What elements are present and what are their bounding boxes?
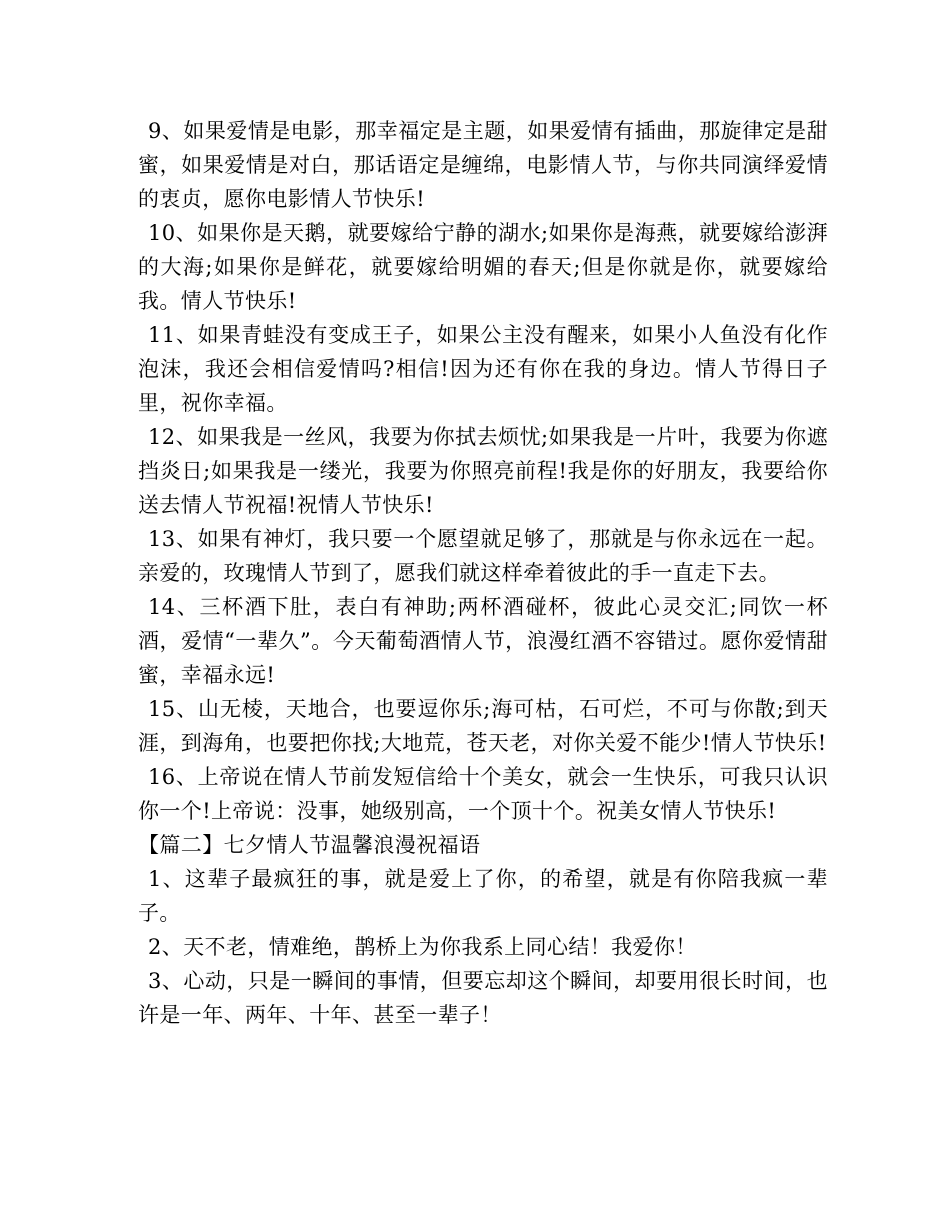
list-item: 15、山无棱，天地合，也要逗你乐;海可枯，石可烂，不可与你散;到天涯，到海角，也要把你找;大地荒，苍天老，对你关爱不能少!情人节快乐! [138, 697, 828, 755]
list-item: 12、如果我是一丝风，我要为你拭去烦忧;如果我是一片叶，我要为你遮挡炎日;如果我是一缕光，我要为你照亮前程!我是你的好朋友，我要给你送去情人节祝福!祝情人节快乐! [138, 425, 828, 517]
list-item: 16、上帝说在情人节前发短信给十个美女，就会一生快乐，可我只认识你一个!上帝说：没事，她级别高，一个顶十个。祝美女情人节快乐! [138, 765, 828, 823]
list-item: 13、如果有神灯，我只要一个愿望就足够了，那就是与你永远在一起。亲爱的，玫瑰情人节到了，愿我们就这样牵着彼此的手一直走下去。 [138, 527, 828, 585]
list-item: 2、天不老，情难绝，鹊桥上为你我系上同心结！我爱你！ [148, 935, 697, 959]
list-item: 3、心动，只是一瞬间的事情，但要忘却这个瞬间，却要用很长时间，也许是一年、两年、十年、甚至一辈子！ [138, 969, 828, 1027]
list-item: 1、这辈子最疯狂的事，就是爱上了你，的希望，就是有你陪我疯一辈子。 [138, 867, 828, 925]
document-page [138, 114, 828, 1032]
section-heading: 【篇二】七夕情人节温馨浪漫祝福语 [138, 833, 481, 857]
list-item: 11、如果青蛙没有变成王子，如果公主没有醒来，如果小人鱼没有化作泡沫，我还会相信爱情吗?相信!因为还有你在我的身边。情人节得日子里，祝你幸福。 [138, 323, 828, 415]
list-item: 14、三杯酒下肚，表白有神助;两杯酒碰杯，彼此心灵交汇;同饮一杯酒，爱情“一辈久”。今天葡萄酒情人节，浪漫红酒不容错过。愿你爱情甜蜜，幸福永远! [138, 595, 828, 687]
list-item: 9、如果爱情是电影，那幸福定是主题，如果爱情有插曲，那旋律定是甜蜜，如果爱情是对白，那话语定是缠绵，电影情人节，与你共同演绎爱情的衷贞，愿你电影情人节快乐! [138, 119, 828, 211]
list-item: 10、如果你是天鹅，就要嫁给宁静的湖水;如果你是海燕，就要嫁给澎湃的大海;如果你是鲜花，就要嫁给明媚的春天;但是你就是你，就要嫁给我。情人节快乐! [138, 221, 828, 313]
